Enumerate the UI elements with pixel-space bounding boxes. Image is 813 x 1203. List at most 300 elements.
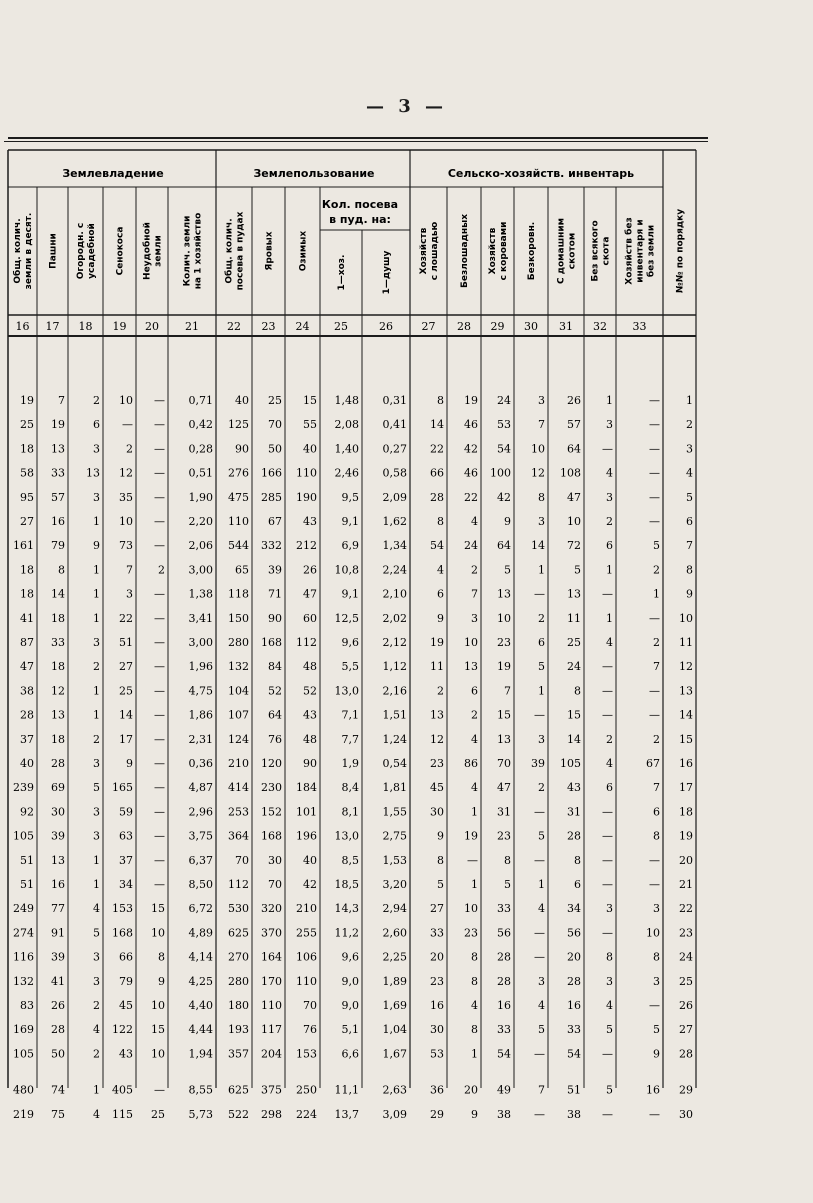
cell-r29-c4: —	[154, 1083, 165, 1097]
cell-r28-c10: 1,67	[382, 1047, 407, 1061]
cell-r4-c11: 66	[430, 466, 444, 480]
cell-r6-c18: 6	[686, 515, 693, 528]
cell-r5-c10: 2,09	[382, 490, 407, 504]
cell-r24-c9: 9,6	[341, 950, 359, 964]
cell-r26-c0: 83	[20, 999, 34, 1012]
cell-r22-c18: 22	[679, 902, 693, 916]
cell-r29-c12: 20	[464, 1083, 478, 1097]
cell-r18-c5: 2,96	[188, 805, 213, 819]
cell-r12-c9: 5,5	[341, 660, 359, 674]
column-header-5-line-1: на 1 хозяйство	[193, 212, 204, 290]
cell-r14-c17: —	[649, 708, 660, 722]
column-header-17-line-0: Хозяйств без	[624, 217, 635, 285]
cell-r20-c7: 30	[268, 853, 282, 867]
cell-r14-c1: 13	[51, 708, 65, 722]
cell-r15-c11: 12	[430, 732, 444, 746]
cell-r3-c6: 90	[235, 442, 249, 456]
cell-r22-c5: 6,72	[188, 902, 213, 916]
cell-r7-c5: 2,06	[188, 539, 213, 553]
cell-r7-c11: 54	[430, 539, 444, 553]
cell-r6-c14: 3	[538, 515, 545, 528]
cell-r19-c9: 13,0	[334, 829, 359, 843]
cell-r22-c8: 210	[296, 902, 317, 916]
cell-r1-c1: 7	[58, 394, 65, 407]
cell-r9-c17: 1	[653, 587, 660, 601]
cell-r9-c6: 118	[228, 587, 249, 601]
cell-r2-c5: 0,42	[188, 418, 213, 432]
cell-r30-c7: 298	[261, 1107, 282, 1121]
cell-r27-c7: 117	[261, 1023, 282, 1037]
cell-r2-c2: 6	[93, 418, 100, 432]
cell-r2-c3: —	[122, 418, 133, 432]
cell-r5-c14: 8	[538, 490, 545, 504]
column-number-28: 28	[457, 320, 471, 333]
column-header-13-line-1: с коровами	[499, 221, 509, 281]
cell-r28-c9: 6,6	[341, 1047, 359, 1061]
cell-r5-c4: —	[154, 490, 165, 504]
cell-r21-c6: 112	[228, 878, 249, 891]
cell-r2-c7: 70	[268, 418, 282, 432]
cell-r10-c5: 3,41	[188, 611, 213, 625]
cell-r2-c11: 14	[430, 418, 444, 432]
cell-r21-c13: 5	[504, 878, 511, 891]
cell-r29-c5: 8,55	[188, 1083, 213, 1097]
cell-r2-c15: 57	[567, 418, 581, 432]
cell-r1-c11: 8	[437, 394, 444, 407]
cell-r17-c10: 1,81	[382, 781, 407, 795]
cell-r6-c2: 1	[93, 515, 100, 528]
cell-r9-c11: 6	[437, 587, 444, 601]
cell-r19-c13: 23	[497, 829, 511, 843]
cell-r12-c0: 47	[20, 660, 34, 674]
cell-r12-c7: 84	[268, 660, 282, 674]
cell-r2-c10: 0,41	[382, 418, 407, 432]
cell-r18-c17: 6	[653, 805, 660, 819]
cell-r22-c10: 2,94	[382, 902, 407, 916]
cell-r4-c15: 108	[560, 466, 581, 480]
cell-r8-c5: 3,00	[188, 563, 213, 577]
cell-r10-c12: 3	[471, 611, 478, 625]
cell-r29-c18: 29	[679, 1083, 693, 1097]
cell-r25-c9: 9,0	[341, 974, 359, 988]
cell-r25-c8: 110	[296, 974, 317, 988]
cell-r11-c10: 2,12	[382, 636, 407, 649]
cell-r30-c15: 38	[567, 1107, 581, 1121]
cell-r11-c0: 87	[20, 636, 34, 649]
cell-r15-c15: 14	[567, 732, 581, 746]
cell-r22-c1: 77	[51, 902, 65, 916]
cell-r17-c8: 184	[296, 781, 317, 795]
cell-r22-c7: 320	[261, 902, 282, 916]
cell-r16-c17: 67	[646, 757, 660, 770]
cell-r13-c18: 13	[679, 684, 693, 698]
cell-r25-c11: 23	[430, 974, 444, 988]
cell-r21-c10: 3,20	[382, 878, 407, 891]
cell-r9-c0: 18	[20, 587, 34, 601]
cell-r24-c15: 20	[567, 950, 581, 964]
cell-r26-c11: 16	[430, 999, 444, 1012]
cell-r9-c4: —	[154, 587, 165, 601]
cell-r17-c13: 47	[497, 781, 511, 795]
cell-r24-c6: 270	[228, 950, 249, 964]
cell-r9-c15: 13	[567, 587, 581, 601]
cell-r27-c3: 122	[112, 1023, 133, 1037]
cell-r8-c9: 10,8	[334, 563, 359, 577]
cell-r16-c15: 105	[560, 757, 581, 770]
table-body	[13, 394, 693, 1121]
column-header-3-line-0: Сенокоса	[115, 226, 126, 276]
cell-r19-c12: 19	[464, 829, 478, 843]
cell-r16-c1: 28	[51, 757, 65, 770]
cell-r19-c0: 105	[13, 829, 34, 843]
cell-r21-c15: 6	[574, 878, 581, 891]
cell-r26-c10: 1,69	[382, 999, 407, 1012]
cell-r23-c17: 10	[646, 926, 660, 940]
cell-r8-c12: 2	[471, 563, 478, 577]
cell-r2-c14: 7	[538, 418, 545, 432]
cell-r20-c12: —	[467, 853, 478, 867]
cell-r27-c17: 5	[653, 1023, 660, 1037]
cell-r7-c12: 24	[464, 539, 478, 553]
cell-r19-c1: 39	[51, 829, 65, 843]
cell-r1-c10: 0,31	[382, 394, 407, 407]
cell-r9-c8: 47	[303, 587, 317, 601]
cell-r13-c3: 25	[119, 684, 133, 698]
cell-r20-c13: 8	[504, 853, 511, 867]
cell-r14-c6: 107	[228, 708, 249, 722]
cell-r17-c6: 414	[228, 781, 249, 795]
subgroup-header-line1: Кол. посева	[321, 198, 399, 211]
cell-r26-c6: 180	[228, 999, 249, 1012]
cell-r13-c10: 2,16	[382, 684, 407, 698]
column-header-0-line-1: земли в десят.	[24, 212, 34, 290]
cell-r4-c16: 4	[606, 466, 613, 480]
cell-r17-c3: 165	[112, 781, 133, 795]
cell-r8-c0: 18	[20, 563, 34, 577]
cell-r27-c12: 8	[471, 1023, 478, 1037]
cell-r28-c4: 10	[151, 1047, 165, 1061]
cell-r5-c0: 95	[20, 490, 34, 504]
cell-r16-c5: 0,36	[188, 757, 213, 770]
cell-r15-c10: 1,24	[382, 732, 407, 746]
cell-r23-c6: 625	[228, 926, 249, 940]
cell-r5-c8: 190	[296, 490, 317, 504]
cell-r19-c16: —	[602, 829, 613, 843]
page-number: — 3 —	[365, 96, 448, 117]
cell-r7-c1: 79	[51, 539, 65, 553]
cell-r6-c0: 27	[20, 515, 34, 528]
cell-r6-c7: 67	[268, 515, 282, 528]
cell-r28-c1: 50	[51, 1047, 65, 1061]
column-number-25: 25	[334, 320, 348, 333]
cell-r19-c4: —	[154, 829, 165, 843]
cell-r10-c4: —	[154, 611, 165, 625]
cell-r5-c2: 3	[93, 490, 100, 504]
cell-r17-c1: 69	[51, 781, 65, 795]
cell-r14-c18: 14	[679, 708, 693, 722]
cell-r5-c16: 3	[606, 490, 613, 504]
cell-r17-c5: 4,87	[188, 781, 213, 795]
column-header-11-line-1: с лошадью	[430, 221, 440, 281]
cell-r21-c11: 5	[437, 878, 444, 891]
cell-r23-c15: 56	[567, 926, 581, 940]
cell-r23-c14: —	[534, 926, 545, 940]
cell-r1-c12: 19	[464, 394, 478, 407]
cell-r4-c4: —	[154, 466, 165, 480]
cell-r19-c2: 3	[93, 829, 100, 843]
cell-r3-c16: —	[602, 442, 613, 456]
cell-r18-c0: 92	[20, 805, 34, 819]
cell-r18-c10: 1,55	[382, 805, 407, 819]
cell-r24-c13: 28	[497, 950, 511, 964]
cell-r14-c9: 7,1	[341, 708, 359, 722]
cell-r15-c14: 3	[538, 732, 545, 746]
cell-r11-c7: 168	[261, 636, 282, 649]
cell-r23-c4: 10	[151, 926, 165, 940]
cell-r2-c0: 25	[20, 418, 34, 432]
cell-r4-c3: 12	[119, 466, 133, 480]
cell-r26-c3: 45	[119, 999, 133, 1012]
column-header-12-line-0: Безлошадных	[460, 213, 470, 289]
cell-r9-c7: 71	[268, 587, 282, 601]
cell-r14-c10: 1,51	[382, 708, 407, 722]
cell-r21-c2: 1	[93, 878, 100, 891]
cell-r13-c8: 52	[303, 684, 317, 698]
column-header-6-line-1: посева в пудах	[235, 211, 246, 291]
cell-r15-c3: 17	[119, 732, 133, 746]
cell-r6-c4: —	[154, 515, 165, 528]
cell-r15-c0: 37	[20, 732, 34, 746]
cell-r23-c9: 11,2	[334, 926, 359, 940]
cell-r2-c18: 2	[686, 418, 693, 432]
cell-r17-c14: 2	[538, 781, 545, 795]
cell-r27-c11: 30	[430, 1023, 444, 1037]
cell-r7-c16: 6	[606, 539, 613, 553]
cell-r13-c13: 7	[504, 684, 511, 698]
cell-r26-c18: 26	[679, 999, 693, 1012]
cell-r18-c9: 8,1	[341, 805, 359, 819]
cell-r30-c3: 115	[112, 1107, 133, 1121]
cell-r15-c16: 2	[606, 732, 613, 746]
cell-r11-c12: 10	[464, 636, 478, 649]
cell-r19-c18: 19	[679, 829, 693, 843]
cell-r16-c9: 1,9	[341, 757, 359, 770]
cell-r16-c16: 4	[606, 757, 613, 770]
cell-r6-c9: 9,1	[341, 515, 359, 528]
cell-r7-c4: —	[154, 539, 165, 553]
cell-r21-c17: —	[649, 878, 660, 891]
cell-r3-c3: 2	[126, 442, 133, 456]
cell-r25-c16: 3	[606, 974, 613, 988]
cell-r24-c18: 24	[679, 950, 693, 964]
cell-r10-c3: 22	[119, 611, 133, 625]
column-header-0-line-0: Общ. колич.	[13, 218, 23, 284]
cell-r14-c12: 2	[471, 708, 478, 722]
cell-r1-c14: 3	[538, 394, 545, 407]
column-number-23: 23	[261, 320, 276, 333]
cell-r27-c4: 15	[151, 1023, 165, 1037]
cell-r7-c18: 7	[686, 539, 693, 553]
cell-r12-c13: 19	[497, 660, 511, 674]
cell-r27-c16: 5	[606, 1023, 613, 1037]
show-through-text	[170, 1100, 730, 1145]
cell-r8-c1: 8	[58, 563, 65, 577]
cell-r6-c6: 110	[228, 515, 249, 528]
cell-r10-c2: 1	[93, 611, 100, 625]
cell-r9-c14: —	[534, 587, 545, 601]
column-header-4-line-0: Неудобной	[142, 222, 153, 280]
cell-r18-c2: 3	[93, 805, 100, 819]
cell-r27-c13: 33	[497, 1023, 511, 1037]
cell-r13-c16: —	[602, 684, 613, 698]
cell-r3-c14: 10	[531, 442, 545, 456]
cell-r6-c11: 8	[437, 515, 444, 528]
cell-r15-c17: 2	[653, 732, 660, 746]
cell-r1-c2: 2	[93, 394, 100, 407]
cell-r4-c14: 12	[531, 466, 545, 480]
cell-r28-c6: 357	[228, 1047, 249, 1061]
cell-r7-c2: 9	[93, 539, 100, 553]
cell-r9-c16: —	[602, 587, 613, 601]
cell-r5-c13: 42	[497, 490, 511, 504]
cell-r1-c17: —	[649, 394, 660, 407]
cell-r19-c3: 63	[119, 829, 133, 843]
cell-r26-c17: —	[649, 999, 660, 1012]
cell-r15-c4: —	[154, 732, 165, 746]
cell-r30-c13: 38	[497, 1107, 511, 1121]
cell-r16-c13: 70	[497, 757, 511, 770]
cell-r23-c13: 56	[497, 926, 511, 940]
cell-r16-c2: 3	[93, 757, 100, 770]
cell-r10-c16: 1	[606, 611, 613, 625]
cell-r23-c5: 4,89	[188, 926, 213, 940]
cell-r8-c18: 8	[686, 563, 693, 577]
cell-r26-c12: 4	[471, 999, 478, 1012]
cell-r11-c9: 9,6	[341, 636, 359, 649]
cell-r29-c10: 2,63	[382, 1083, 407, 1097]
cell-r13-c11: 2	[437, 684, 444, 698]
cell-r7-c14: 14	[531, 539, 545, 553]
cell-r20-c1: 13	[51, 853, 65, 867]
cell-r11-c11: 19	[430, 636, 444, 649]
cell-r16-c7: 120	[261, 757, 282, 770]
cell-r19-c5: 3,75	[188, 829, 213, 843]
cell-r1-c0: 19	[20, 394, 34, 407]
cell-r13-c9: 13,0	[334, 684, 359, 698]
cell-r16-c12: 86	[464, 757, 478, 770]
cell-r17-c4: —	[154, 781, 165, 795]
cell-r15-c1: 18	[51, 732, 65, 746]
cell-r24-c12: 8	[471, 950, 478, 964]
cell-r5-c7: 285	[261, 490, 282, 504]
cell-r28-c15: 54	[567, 1047, 581, 1061]
cell-r10-c10: 2,02	[382, 611, 407, 625]
cell-r21-c5: 8,50	[188, 878, 213, 891]
column-header-10-line-0: 1—душу	[382, 250, 392, 295]
cell-r29-c0: 480	[13, 1083, 34, 1097]
cell-r24-c11: 20	[430, 950, 444, 964]
cell-r6-c13: 9	[504, 515, 511, 528]
cell-r5-c5: 1,90	[188, 490, 213, 504]
cell-r12-c15: 24	[567, 660, 581, 674]
cell-r14-c0: 28	[20, 708, 34, 722]
cell-r5-c17: —	[649, 490, 660, 504]
cell-r21-c12: 1	[471, 878, 478, 891]
column-numbers	[16, 320, 647, 333]
cell-r25-c6: 280	[228, 974, 249, 988]
cell-r14-c7: 64	[268, 708, 282, 722]
cell-r13-c6: 104	[228, 684, 249, 698]
cell-r3-c11: 22	[430, 442, 444, 456]
cell-r25-c0: 132	[13, 974, 34, 988]
cell-r11-c17: 2	[653, 636, 660, 649]
cell-r19-c10: 2,75	[382, 829, 407, 843]
cell-r25-c12: 8	[471, 974, 478, 988]
cell-r11-c1: 33	[51, 636, 65, 649]
cell-r20-c9: 8,5	[341, 853, 359, 867]
cell-r18-c15: 31	[567, 805, 581, 819]
cell-r29-c14: 7	[538, 1083, 545, 1097]
cell-r28-c16: —	[602, 1047, 613, 1061]
cell-r30-c11: 29	[430, 1107, 444, 1121]
cell-r10-c9: 12,5	[334, 611, 359, 625]
cell-r4-c18: 4	[686, 466, 693, 480]
cell-r21-c8: 42	[303, 878, 317, 891]
cell-r24-c8: 106	[296, 950, 317, 964]
cell-r19-c14: 5	[538, 829, 545, 843]
cell-r3-c18: 3	[686, 442, 693, 456]
cell-r18-c11: 30	[430, 805, 444, 819]
cell-r24-c3: 66	[119, 950, 133, 964]
cell-r29-c1: 74	[51, 1083, 65, 1097]
cell-r4-c5: 0,51	[188, 466, 213, 480]
cell-r24-c0: 116	[13, 950, 34, 964]
cell-r8-c8: 26	[303, 563, 317, 577]
cell-r9-c2: 1	[93, 587, 100, 601]
cell-r27-c18: 27	[679, 1023, 693, 1037]
cell-r19-c11: 9	[437, 829, 444, 843]
cell-r28-c7: 204	[261, 1047, 282, 1061]
cell-r13-c14: 1	[538, 684, 545, 698]
cell-r12-c18: 12	[679, 660, 693, 674]
cell-r24-c1: 39	[51, 950, 65, 964]
cell-r5-c15: 47	[567, 490, 581, 504]
cell-r10-c6: 150	[228, 611, 249, 625]
column-header-1-line-0: Пашни	[48, 233, 59, 269]
cell-r22-c17: 3	[653, 902, 660, 916]
cell-r10-c18: 10	[679, 611, 693, 625]
cell-r15-c8: 48	[303, 732, 317, 746]
cell-r5-c12: 22	[464, 490, 478, 504]
cell-r8-c17: 2	[653, 563, 660, 577]
cell-r14-c15: 15	[567, 708, 581, 722]
column-header-16-line-1: скота	[601, 236, 612, 266]
cell-r20-c11: 8	[437, 853, 444, 867]
cell-r26-c9: 9,0	[341, 999, 359, 1012]
cell-r18-c8: 101	[296, 805, 317, 819]
cell-r20-c2: 1	[93, 853, 100, 867]
cell-r27-c6: 193	[228, 1023, 249, 1037]
cell-r2-c6: 125	[228, 418, 249, 432]
cell-r1-c16: 1	[606, 394, 613, 407]
cell-r23-c16: —	[602, 926, 613, 940]
cell-r30-c14: —	[534, 1107, 545, 1121]
cell-r11-c13: 23	[497, 636, 511, 649]
cell-r2-c8: 55	[303, 418, 317, 432]
cell-r24-c16: 8	[606, 950, 613, 964]
cell-r30-c17: —	[649, 1107, 660, 1121]
group-header-farm-inventory: Сельско-хозяйств. инвентарь	[447, 167, 635, 180]
